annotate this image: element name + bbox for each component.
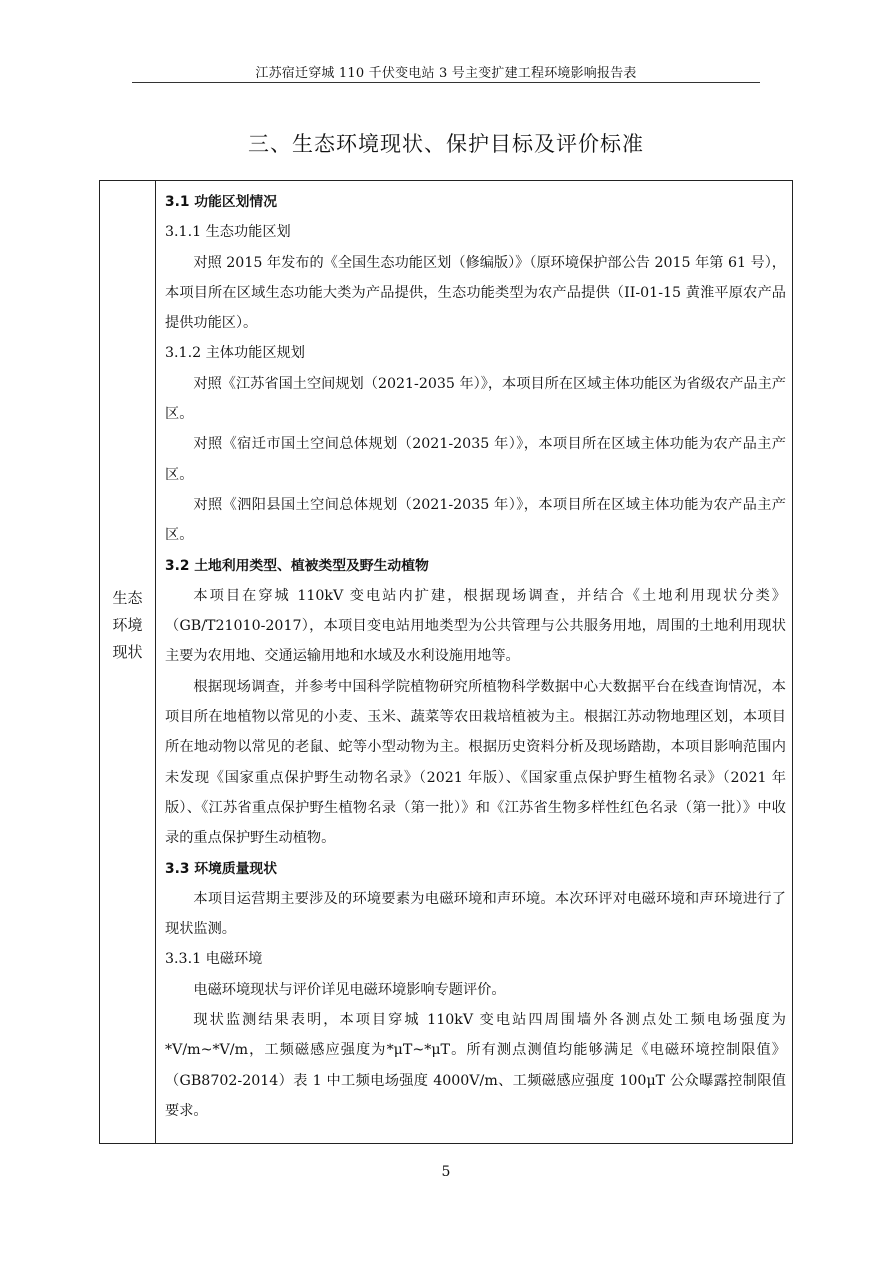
paragraph: 电磁环境现状与评价详见电磁环境影响专题评价。 — [193, 981, 506, 998]
heading-3-1-2: 3.1.2 主体功能区规划 — [165, 345, 305, 362]
paragraph: 本项目在穿城 110kV 变电站内扩建，根据现场调查，并结合《土地利用现状分类》（GB/T21010-2017），本项目变电站用地类型为公共管理与公共服务用地，周围的土地利用现状主要为农用地、交通运输用地和水域及水利设施用地等。 — [165, 587, 786, 665]
header-rule — [132, 82, 760, 83]
paragraph: 根据现场调查，并参考中国科学院植物研究所植物科学数据中心大数据平台在线查询情况，本项目所在地植物以常见的小麦、玉米、蔬菜等农田栽培植被为主。根据江苏动物地理区划，本项目所在地动物以常见的老鼠、蛇等小型动物为主。根据历史资料分析及现场踏勘，本项目影响范围内未发现《国家重点保护野生动物名录》（2021 年版）、《国家重点保护野生植物名录》（2021 年版）、《江苏省重点保护野生植物名录（第一批）》和《江苏省生物多样性红色名录（第一批）》中收录的重点保护野生动植物。 — [165, 678, 786, 847]
heading-3-2: 3.2 土地利用类型、植被类型及野生动植物 — [165, 557, 429, 574]
page-number: 5 — [441, 1164, 451, 1180]
paragraph: 现状监测结果表明，本项目穿城 110kV 变电站四周围墙外各测点处工频电场强度为*V/m~*V/m，工频磁感应强度为*μT~*μT。所有测点测值均能够满足《电磁环境控制限值》（GB8702-2014）表 1 中工频电场强度 4000V/m、工频磁感应强度 100μT 公众曝露控制限值要求。 — [165, 1012, 786, 1119]
row-label-line: 生态 — [112, 589, 143, 607]
paragraph: 对照《江苏省国土空间规划（2021-2035 年）》，本项目所在区域主体功能区为省级农产品主产区。 — [165, 375, 786, 423]
row-label-line: 现状 — [112, 643, 143, 661]
section-title: 三、生态环境现状、保护目标及评价标准 — [248, 132, 644, 156]
heading-3-3-1: 3.3.1 电磁环境 — [165, 951, 263, 968]
paragraph: 对照《宿迁市国土空间总体规划（2021-2035 年）》，本项目所在区域主体功能为农产品主产区。 — [165, 436, 786, 483]
running-header: 江苏宿迁穿城 110 千伏变电站 3 号主变扩建工程环境影响报告表 — [255, 66, 637, 81]
heading-3-1: 3.1 功能区划情况 — [165, 194, 278, 210]
row-label — [100, 585, 155, 666]
paragraph: 对照 2015 年发布的《全国生态功能区划（修编版）》（原环境保护部公告 2015 年第 61 号），本项目所在区域生态功能大类为产品提供，生态功能类型为农产品提供（II-01-15 黄淮平原农产品提供功能区）。 — [165, 254, 786, 332]
paragraph: 对照《泗阳县国土空间总体规划（2021-2035 年）》，本项目所在区域主体功能为农产品主产区。 — [165, 496, 786, 544]
table-content-cell — [165, 187, 786, 1126]
row-label-line: 环境 — [112, 616, 143, 634]
table-column-divider — [155, 180, 156, 1144]
paragraph: 本项目运营期主要涉及的环境要素为电磁环境和声环境。本次环评对电磁环境和声环境进行了现状监测。 — [165, 890, 786, 938]
heading-3-3: 3.3 环境质量现状 — [165, 860, 278, 877]
heading-3-1-1: 3.1.1 生态功能区划 — [165, 224, 291, 241]
